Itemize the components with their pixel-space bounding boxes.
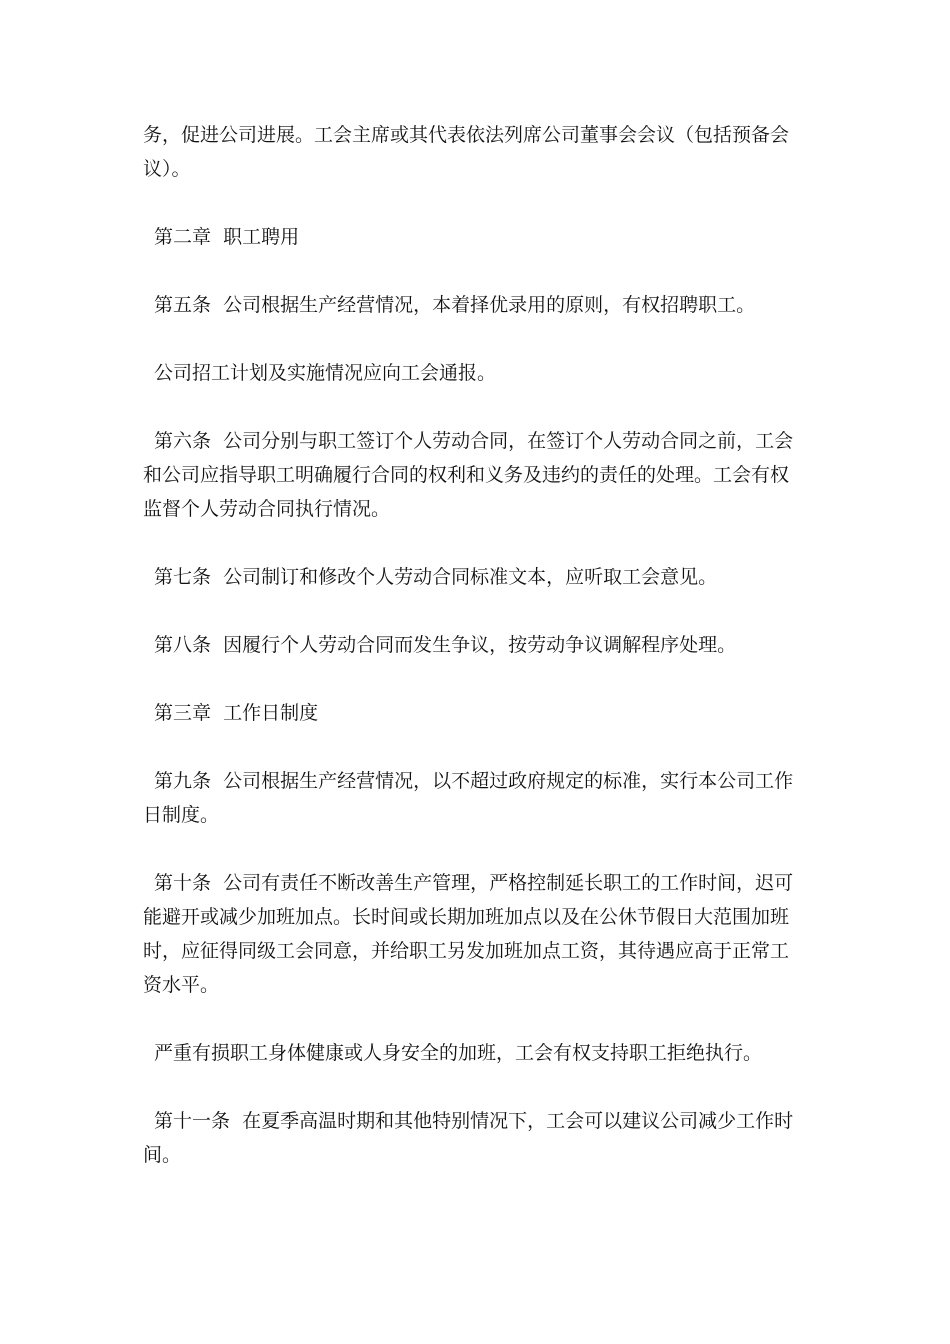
article-7: 第七条 公司制订和修改个人劳动合同标准文本，应听取工会意见。: [154, 566, 718, 588]
article-8: 第八条 因履行个人劳动合同而发生争议，按劳动争议调解程序处理。: [154, 634, 737, 656]
article-10-note: 严重有损职工身体健康或人身安全的加班，工会有权支持职工拒绝执行。: [154, 1042, 763, 1064]
chapter-heading-2: 第二章 职工聘用: [154, 226, 300, 248]
article-11: 第十一条 在夏季高温时期和其他特别情况下，工会可以建议公司减少工作时间。: [143, 1110, 794, 1166]
chapter-heading-3: 第三章 工作日制度: [154, 702, 319, 724]
paragraph-continuation: 务，促进公司进展。工会主席或其代表依法列席公司董事会会议（包括预备会议）。: [143, 124, 790, 180]
article-5-note: 公司招工计划及实施情况应向工会通报。: [154, 362, 497, 384]
article-5: 第五条 公司根据生产经营情况，本着择优录用的原则，有权招聘职工。: [154, 294, 756, 316]
document-page: [143, 118, 807, 1206]
article-9: 第九条 公司根据生产经营情况，以不超过政府规定的标准，实行本公司工作日制度。: [143, 770, 794, 826]
article-10: 第十条 公司有责任不断改善生产管理，严格控制延长职工的工作时间，迟可能避开或减少加班加点。长时间或长期加班加点以及在公休节假日大范围加班时，应征得同级工会同意，并给职工另发加班加点工资，其待遇应高于正常工资水平。: [143, 872, 794, 996]
article-6: 第六条 公司分别与职工签订个人劳动合同，在签订个人劳动合同之前，工会和公司应指导职工明确履行合同的权利和义务及违约的责任的处理。工会有权监督个人劳动合同执行情况。: [143, 430, 794, 520]
